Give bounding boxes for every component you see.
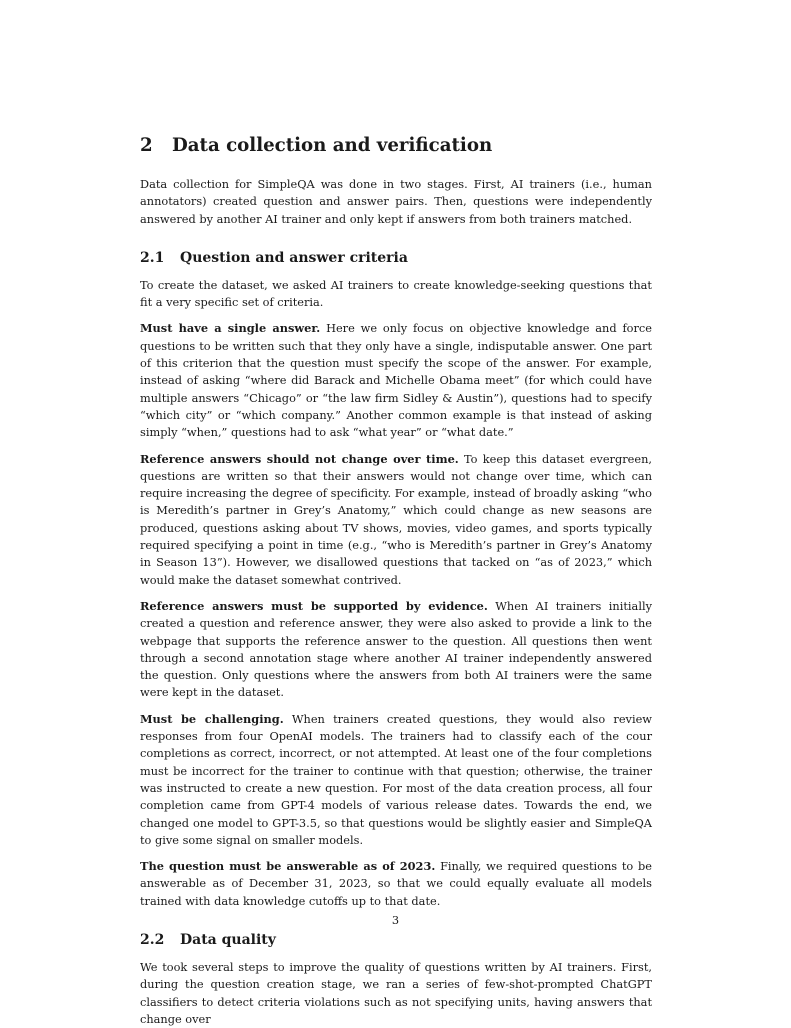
criterion-paragraph xyxy=(140,451,652,589)
criterion-lead: Reference answers should not change over time. xyxy=(140,451,459,466)
subsection-title: Question and answer criteria xyxy=(180,249,408,266)
criterion-text: To keep this dataset evergreen, questions are written so that their answers would not change over time, which can require increasing the degree of specificity. For example, instead of broadly asking “who is Meredith’s partner in Grey’s Anatomy,” which could change as new seasons are produced, questions asking about TV shows, movies, video games, and sports typically required specifying a point in time (e.g., “who is Meredith’s partner in Grey’s Anatomy in Season 13”). However, we disallowed questions that tacked on “as of 2023,” which would make the dataset somewhat contrived. xyxy=(140,451,653,587)
criterion-lead: Must be challenging. xyxy=(140,711,284,726)
criterion-text: Finally, we required questions to be answerable as of December 31, 2023, so that we could equally evaluate all models trained with data knowledge cutoffs up to that date. xyxy=(140,859,652,908)
subsection-intro: To create the dataset, we asked AI trainers to create knowledge-seeking questions that fit a very specific set of criteria. xyxy=(140,277,652,310)
criterion-text: When AI trainers initially created a question and reference answer, they were also asked to provide a link to the webpage that supports the reference answer to the question. All questions then went through a second annotation stage where another AI trainer independently answered the question. Only questions where the answers from both AI trainers were the same were kept in the dataset. xyxy=(140,598,652,700)
criterion-text: Here we only focus on objective knowledge and force questions to be written such that they only have a single, indisputable answer. One part of this criterion that the question must specify the scope of the answer. For example, instead of asking “where did Barack and Michelle Obama meet” (for which could have multiple answers “Chicago” or “the law firm Sidley & Austin”), questions had to specify “which city” or “which company.” Another common example is that instead of asking simply “when,” questions had to ask “what year” or “what date.” xyxy=(140,321,652,440)
subsection-number: 2.1 xyxy=(140,249,165,266)
criterion-lead: Must have a single answer. xyxy=(140,321,321,336)
section-heading xyxy=(140,133,652,159)
criterion-lead: The question must be answerable as of 2023. xyxy=(140,859,436,874)
subsection-heading-2-2 xyxy=(140,930,652,950)
section-number: 2 xyxy=(140,135,153,156)
subsection-title: Data quality xyxy=(180,931,276,948)
criterion-paragraph xyxy=(140,858,652,910)
criterion-paragraph xyxy=(140,598,652,702)
criterion-lead: Reference answers must be supported by evidence. xyxy=(140,598,488,613)
section-title: Data collection and verification xyxy=(172,135,493,156)
page-body xyxy=(140,133,652,1028)
criterion-text: When trainers created questions, they would also review responses from four OpenAI models. The trainers had to classify each of the cour completions as correct, incorrect, or not attempted. At least one of the four completions must be incorrect for the trainer to continue with that question; otherwise, the trainer was instructed to create a new question. For most of the data creation process, all four completion came from GPT-4 models of various release dates. Towards the end, we changed one model to GPT-3.5, so that questions would be slightly easier and SimpleQA to give some signal on smaller models. xyxy=(140,711,652,847)
page-number: 3 xyxy=(391,913,400,927)
section-intro: Data collection for SimpleQA was done in two stages. First, AI trainers (i.e., human annotators) created question and answer pairs. Then, questions were independently answered by another AI trainer and only kept if answers from both trainers matched. xyxy=(140,177,652,226)
subsection-number: 2.2 xyxy=(140,931,165,948)
subsection-heading-2-1 xyxy=(140,248,652,268)
criterion-paragraph xyxy=(140,711,652,849)
criterion-paragraph xyxy=(140,320,652,441)
data-quality-paragraph: We took several steps to improve the quality of questions written by AI trainers. First, during the question creation stage, we ran a series of few-shot-prompted ChatGPT classifiers to detect criteria violations such as not specifying units, having answers that change over xyxy=(140,959,652,1026)
